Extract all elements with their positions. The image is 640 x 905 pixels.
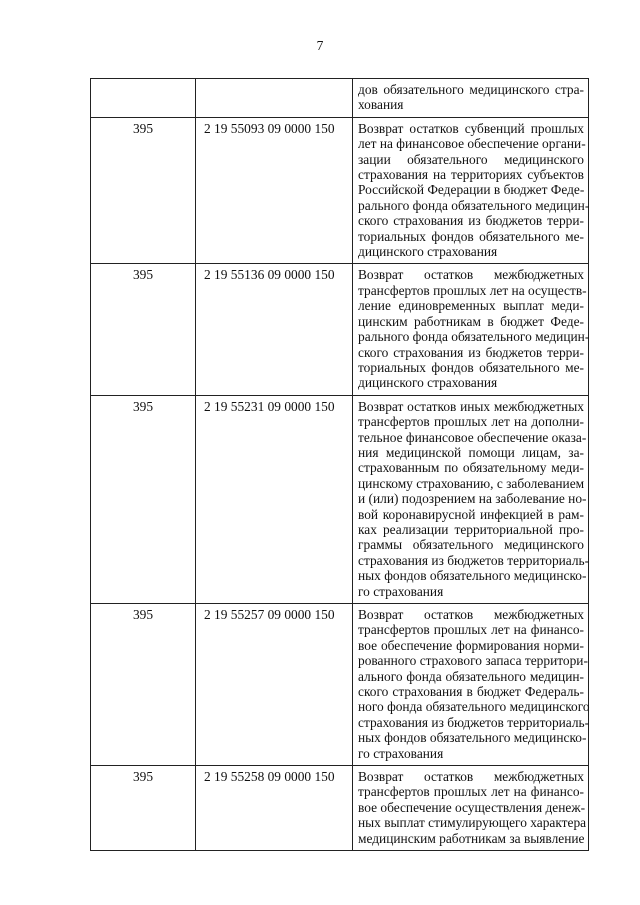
admin-code-cell: 395: [91, 395, 196, 603]
description-line: ление единовременных выплат меди-: [358, 298, 584, 314]
description-line: ного фонда обязательного медицинского: [358, 699, 590, 715]
description-line: вое обеспечение осуществления денеж-: [358, 799, 586, 815]
table-row: [91, 604, 589, 766]
kbk-code-cell: [196, 79, 353, 118]
description-line: ториальных фондов обязательного ме-: [358, 228, 584, 244]
description-line: лет на финансовое обеспечение органи-: [358, 136, 586, 152]
description-line: ках реализации территориальной про-: [358, 521, 584, 537]
description-line: ных фондов обязательного медицинско-: [358, 568, 587, 584]
kbk-code-cell: 2 19 55258 09 0000 150: [196, 766, 353, 851]
description-line: дицинского страхования: [358, 375, 498, 391]
description-cell: [353, 117, 589, 264]
description-line: страхования из бюджетов территориаль-: [358, 552, 590, 568]
page-number: 7: [316, 38, 324, 53]
description-line: трансфертов прошлых лет на финансо-: [358, 622, 584, 638]
description-line: рального фонда обязательного медицин-: [358, 329, 590, 345]
budget-classification-table: [90, 78, 589, 851]
table-row: [91, 117, 589, 264]
table-row: [91, 395, 589, 603]
kbk-code-cell: 2 19 55231 09 0000 150: [196, 395, 353, 603]
description-cell: [353, 264, 589, 395]
description-cell: [353, 766, 589, 851]
description-line: ского страхования из бюджетов терри-: [358, 213, 584, 229]
description-line: ных фондов обязательного медицинско-: [358, 730, 587, 746]
description-line: рованного страхового запаса территори-: [358, 653, 588, 669]
description-line: цинскому страхованию, с заболеванием: [358, 475, 585, 491]
description-line: страхованным по обязательному меди-: [358, 460, 584, 476]
description-line: трансфертов прошлых лет на финансо-: [358, 784, 584, 800]
table-row: [91, 766, 589, 851]
description-line: хования: [358, 97, 404, 113]
kbk-code-cell: 2 19 55257 09 0000 150: [196, 604, 353, 766]
description-line: и (или) подозрением на заболевание но-: [358, 491, 587, 507]
description-cell: [353, 79, 589, 118]
description-line: вой коронавирусной инфекцией в рам-: [358, 506, 584, 522]
description-line: дицинского страхования: [358, 244, 498, 260]
table-body: [91, 79, 589, 851]
description-line: ского страхования из бюджетов терри-: [358, 344, 584, 360]
description-line: страхования на территориях субъектов: [358, 167, 584, 183]
description-line: ных выплат стимулирующего характера: [358, 815, 587, 831]
description-line: ния медицинской помощи лицам, за-: [358, 444, 584, 460]
description-line: Российской Федерации в бюджет Феде-: [358, 182, 585, 198]
description-line: тельное финансовое обеспечение оказа-: [358, 429, 587, 445]
table-row: [91, 264, 589, 395]
description-line: трансфертов прошлых лет на осуществ-: [358, 282, 587, 298]
description-line: Возврат остатков межбюджетных: [358, 607, 584, 622]
description-line: Возврат остатков иных межбюджетных: [358, 398, 584, 414]
description-line: рального фонда обязательного медицин-: [358, 197, 590, 213]
admin-code-cell: 395: [91, 264, 196, 395]
description-line: цинским работникам в бюджет Феде-: [358, 313, 584, 329]
admin-code-cell: [91, 79, 196, 118]
description-line: Возврат остатков субвенций прошлых: [358, 120, 584, 136]
description-cell: [353, 604, 589, 766]
description-line: страхования из бюджетов территориаль-: [358, 714, 590, 730]
description-line: трансфертов прошлых лет на дополни-: [358, 414, 584, 430]
description-line: граммы обязательного медицинского: [358, 537, 584, 553]
description-line: го страхования: [358, 583, 444, 599]
kbk-code-cell: 2 19 55093 09 0000 150: [196, 117, 353, 264]
description-line: Возврат остатков межбюджетных: [358, 769, 584, 785]
description-line: зации обязательного медицинского: [358, 151, 584, 167]
table-row: [91, 79, 589, 118]
description-line: го страхования: [358, 745, 444, 761]
description-line: Возврат остатков межбюджетных: [358, 267, 584, 283]
description-line: ского страхования в бюджет Федераль-: [358, 684, 584, 700]
description-line: вое обеспечение формирования норми-: [358, 637, 584, 653]
description-line: медицинским работникам за выявление: [358, 830, 585, 846]
description-line: ториальных фондов обязательного ме-: [358, 359, 584, 375]
admin-code-cell: 395: [91, 766, 196, 851]
admin-code-cell: 395: [91, 604, 196, 766]
description-line: ального фонда обязательного медицин-: [358, 668, 584, 684]
description-line: дов обязательного медицинского стра-: [358, 82, 584, 97]
kbk-code-cell: 2 19 55136 09 0000 150: [196, 264, 353, 395]
admin-code-cell: 395: [91, 117, 196, 264]
description-cell: [353, 395, 589, 603]
